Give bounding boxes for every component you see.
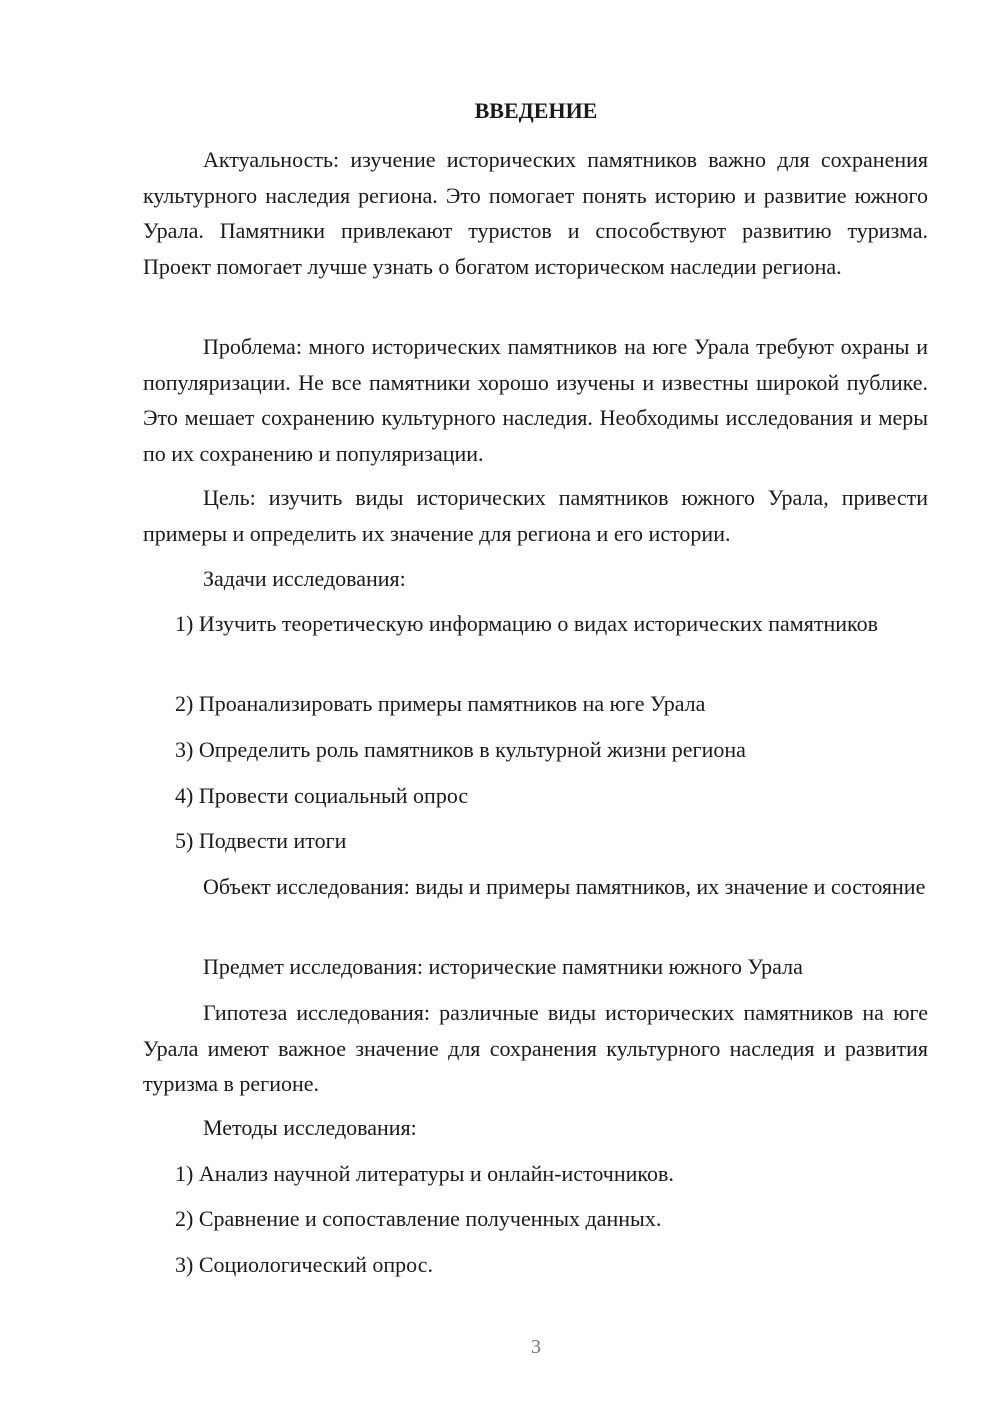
task-item-5: 5) Подвести итоги: [175, 828, 347, 853]
methods-heading: Методы исследования:: [203, 1115, 417, 1140]
hypothesis-paragraph: Гипотеза исследования: различные виды исторических памятников на юге Урала имеют важное значение для сохранения культурного наследия и развития туризма в регионе.: [143, 1000, 928, 1096]
method-item-1: 1) Анализ научной литературы и онлайн-источников.: [175, 1161, 674, 1186]
task-item-3: 3) Определить роль памятников в культурной жизни региона: [175, 737, 746, 762]
task-item-2: 2) Проанализировать примеры памятников на юге Урала: [175, 691, 706, 716]
section-title: ВВЕДЕНИЕ: [474, 98, 598, 123]
page-number: 3: [531, 1336, 541, 1358]
method-item-2: 2) Сравнение и сопоставление полученных данных.: [175, 1206, 662, 1231]
task-item-4: 4) Провести социальный опрос: [175, 783, 469, 808]
object-paragraph: Объект исследования: виды и примеры памятников, их значение и состояние: [203, 874, 926, 899]
task-item-1: 1) Изучить теоретическую информацию о видах исторических памятников: [175, 611, 878, 636]
subject-paragraph: Предмет исследования: исторические памятники южного Урала: [203, 954, 803, 979]
problem-paragraph: Проблема: много исторических памятников на юге Урала требуют охраны и популяризации. Не все памятники хорошо изучены и известны широкой публике. Это мешает сохранению культурного наследия. Необходимы исследования и меры по их сохранению и популяризации.: [143, 334, 928, 466]
relevance-paragraph: Актуальность: изучение исторических памятников важно для сохранения культурного наследия региона. Это помогает понять историю и развитие южного Урала. Памятники привлекают туристов и способствуют развитию туризма. Проект помогает лучше узнать о богатом историческом наследии региона.: [143, 147, 928, 279]
goal-paragraph: Цель: изучить виды исторических памятников южного Урала, привести примеры и определить их значение для региона и его истории.: [143, 485, 928, 546]
tasks-heading: Задачи исследования:: [203, 566, 406, 591]
method-item-3: 3) Социологический опрос.: [175, 1252, 433, 1277]
